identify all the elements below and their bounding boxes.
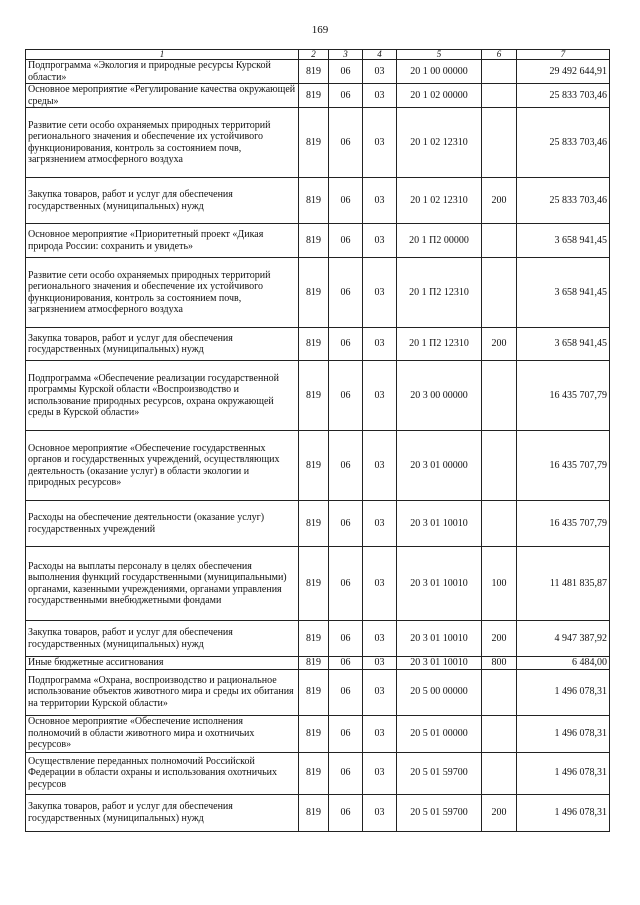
row-code: 819: [299, 328, 329, 361]
row-amount: 25 833 703,46: [517, 108, 610, 178]
column-header: 2: [299, 50, 329, 60]
row-expense-type: [482, 108, 517, 178]
row-subsection: 03: [363, 84, 397, 108]
table-row: [26, 84, 610, 108]
row-amount: 1 496 078,31: [517, 752, 610, 794]
column-header: 4: [363, 50, 397, 60]
row-amount: 1 496 078,31: [517, 669, 610, 715]
row-subsection: 03: [363, 60, 397, 84]
row-subsection: 03: [363, 621, 397, 657]
row-code: 819: [299, 752, 329, 794]
row-section: 06: [329, 60, 363, 84]
row-section: 06: [329, 108, 363, 178]
row-code: 819: [299, 794, 329, 831]
row-target-code: 20 5 01 00000: [397, 715, 482, 752]
row-subsection: 03: [363, 108, 397, 178]
row-section: 06: [329, 224, 363, 258]
row-section: 06: [329, 752, 363, 794]
row-name: Закупка товаров, работ и услуг для обеспечения государственных (муниципальных) нужд: [26, 328, 299, 361]
row-expense-type: 200: [482, 794, 517, 831]
table-row: [26, 431, 610, 501]
row-name: Расходы на выплаты персоналу в целях обеспечения выполнения функций государственными (муниципальными) органами, казенными учреждениями, органами управления государственными внебюджетными фондами: [26, 547, 299, 621]
row-target-code: 20 5 01 59700: [397, 794, 482, 831]
table-row: [26, 258, 610, 328]
table-row: [26, 501, 610, 547]
row-expense-type: [482, 501, 517, 547]
row-expense-type: [482, 60, 517, 84]
row-name: Закупка товаров, работ и услуг для обеспечения государственных (муниципальных) нужд: [26, 621, 299, 657]
row-name: Основное мероприятие «Приоритетный проект «Дикая природа России: сохранить и увидеть»: [26, 224, 299, 258]
row-target-code: 20 3 01 10010: [397, 547, 482, 621]
row-subsection: 03: [363, 178, 397, 224]
row-section: 06: [329, 547, 363, 621]
row-target-code: 20 1 00 00000: [397, 60, 482, 84]
row-subsection: 03: [363, 328, 397, 361]
row-subsection: 03: [363, 547, 397, 621]
table-row: [26, 669, 610, 715]
row-code: 819: [299, 431, 329, 501]
row-target-code: 20 3 01 10010: [397, 621, 482, 657]
table-row: [26, 547, 610, 621]
row-code: 819: [299, 621, 329, 657]
row-section: 06: [329, 328, 363, 361]
row-name: Иные бюджетные ассигнования: [26, 657, 299, 670]
row-amount: 6 484,00: [517, 657, 610, 670]
row-subsection: 03: [363, 258, 397, 328]
row-name: Подпрограмма «Обеспечение реализации государственной программы Курской области «Воспроизводство и использование природных ресурсов, охрана окружающей среды в Курской области»: [26, 361, 299, 431]
row-expense-type: [482, 715, 517, 752]
row-expense-type: [482, 84, 517, 108]
row-target-code: 20 3 01 00000: [397, 431, 482, 501]
row-expense-type: 100: [482, 547, 517, 621]
table-row: [26, 715, 610, 752]
row-amount: 3 658 941,45: [517, 328, 610, 361]
row-amount: 3 658 941,45: [517, 258, 610, 328]
row-section: 06: [329, 84, 363, 108]
row-code: 819: [299, 361, 329, 431]
row-amount: 25 833 703,46: [517, 84, 610, 108]
row-subsection: 03: [363, 669, 397, 715]
row-name: Расходы на обеспечение деятельности (оказание услуг) государственных учреждений: [26, 501, 299, 547]
row-amount: 25 833 703,46: [517, 178, 610, 224]
row-name: Развитие сети особо охраняемых природных территорий регионального значения и обеспечение их устойчивого функционирования, контроль за состоянием почв, загрязнением атмосферного воздуха: [26, 108, 299, 178]
row-subsection: 03: [363, 794, 397, 831]
header-row: [26, 50, 610, 60]
row-subsection: 03: [363, 224, 397, 258]
row-subsection: 03: [363, 501, 397, 547]
row-code: 819: [299, 715, 329, 752]
row-name: Подпрограмма «Экология и природные ресурсы Курской области»: [26, 60, 299, 84]
table-row: [26, 224, 610, 258]
table-row: [26, 621, 610, 657]
table-row: [26, 752, 610, 794]
row-target-code: 20 1 П2 00000: [397, 224, 482, 258]
row-section: 06: [329, 431, 363, 501]
row-amount: 16 435 707,79: [517, 501, 610, 547]
row-amount: 1 496 078,31: [517, 715, 610, 752]
table-row: [26, 794, 610, 831]
row-target-code: 20 1 П2 12310: [397, 258, 482, 328]
table-row: [26, 361, 610, 431]
row-code: 819: [299, 547, 329, 621]
row-target-code: 20 1 02 00000: [397, 84, 482, 108]
row-name: Развитие сети особо охраняемых природных территорий регионального значения и обеспечение их устойчивого функционирования, контроль за состоянием почв, загрязнением атмосферного воздуха: [26, 258, 299, 328]
row-section: 06: [329, 794, 363, 831]
row-section: 06: [329, 621, 363, 657]
row-expense-type: [482, 431, 517, 501]
row-subsection: 03: [363, 657, 397, 670]
column-header: 3: [329, 50, 363, 60]
row-code: 819: [299, 60, 329, 84]
row-name: Основное мероприятие «Обеспечение исполнения полномочий в области животного мира и охотничьих ресурсов»: [26, 715, 299, 752]
column-header: 1: [26, 50, 299, 60]
row-target-code: 20 3 00 00000: [397, 361, 482, 431]
row-target-code: 20 1 02 12310: [397, 108, 482, 178]
row-section: 06: [329, 669, 363, 715]
row-subsection: 03: [363, 361, 397, 431]
table-row: [26, 178, 610, 224]
row-name: Основное мероприятие «Регулирование качества окружающей среды»: [26, 84, 299, 108]
row-expense-type: 800: [482, 657, 517, 670]
row-target-code: 20 1 02 12310: [397, 178, 482, 224]
row-code: 819: [299, 224, 329, 258]
row-expense-type: [482, 669, 517, 715]
row-section: 06: [329, 657, 363, 670]
row-code: 819: [299, 501, 329, 547]
row-amount: 4 947 387,92: [517, 621, 610, 657]
row-name: Основное мероприятие «Обеспечение государственных органов и государственных учреждений, осуществляющих деятельность (оказание услуг) в области экологии и природных ресурсов»: [26, 431, 299, 501]
row-subsection: 03: [363, 715, 397, 752]
page-number: 169: [311, 24, 329, 36]
row-amount: 29 492 644,91: [517, 60, 610, 84]
row-section: 06: [329, 258, 363, 328]
table-row: [26, 108, 610, 178]
row-expense-type: 200: [482, 621, 517, 657]
row-code: 819: [299, 657, 329, 670]
row-target-code: 20 5 01 59700: [397, 752, 482, 794]
row-target-code: 20 3 01 10010: [397, 501, 482, 547]
table-row: [26, 328, 610, 361]
row-section: 06: [329, 501, 363, 547]
row-code: 819: [299, 84, 329, 108]
table-row: [26, 60, 610, 84]
row-section: 06: [329, 178, 363, 224]
row-subsection: 03: [363, 752, 397, 794]
row-code: 819: [299, 669, 329, 715]
row-code: 819: [299, 108, 329, 178]
row-target-code: 20 1 П2 12310: [397, 328, 482, 361]
row-expense-type: [482, 361, 517, 431]
column-header: 6: [482, 50, 517, 60]
row-amount: 1 496 078,31: [517, 794, 610, 831]
row-name: Осуществление переданных полномочий Российской Федерации в области охраны и использования охотничьих ресурсов: [26, 752, 299, 794]
row-amount: 16 435 707,79: [517, 431, 610, 501]
column-header: 7: [517, 50, 610, 60]
row-target-code: 20 5 00 00000: [397, 669, 482, 715]
row-name: Подпрограмма «Охрана, воспроизводство и рациональное использование объектов животного мира и среды их обитания на территории Курской области»: [26, 669, 299, 715]
table-row: [26, 657, 610, 670]
row-expense-type: 200: [482, 178, 517, 224]
row-amount: 3 658 941,45: [517, 224, 610, 258]
row-code: 819: [299, 258, 329, 328]
row-name: Закупка товаров, работ и услуг для обеспечения государственных (муниципальных) нужд: [26, 794, 299, 831]
budget-table: [25, 49, 610, 832]
row-target-code: 20 3 01 10010: [397, 657, 482, 670]
row-section: 06: [329, 361, 363, 431]
row-code: 819: [299, 178, 329, 224]
row-expense-type: [482, 752, 517, 794]
row-expense-type: [482, 258, 517, 328]
row-amount: 16 435 707,79: [517, 361, 610, 431]
row-subsection: 03: [363, 431, 397, 501]
row-amount: 11 481 835,87: [517, 547, 610, 621]
column-header: 5: [397, 50, 482, 60]
row-expense-type: [482, 224, 517, 258]
row-section: 06: [329, 715, 363, 752]
row-expense-type: 200: [482, 328, 517, 361]
row-name: Закупка товаров, работ и услуг для обеспечения государственных (муниципальных) нужд: [26, 178, 299, 224]
